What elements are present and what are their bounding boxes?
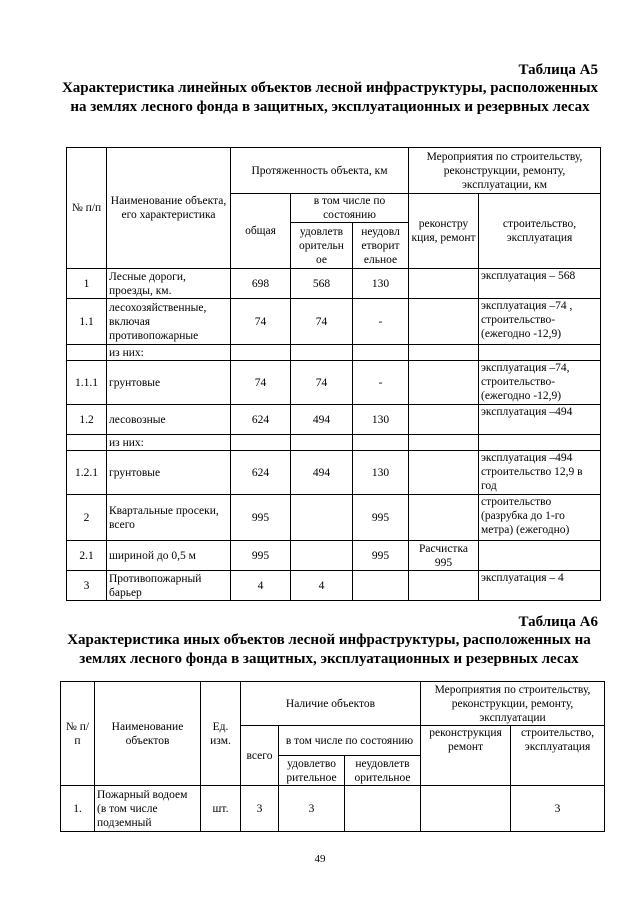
row-all: 3 <box>241 786 279 832</box>
row-build: строительство (разрубка до 1-го метра) (ежегодно) <box>479 495 601 541</box>
row-recon: Расчистка 995 <box>409 541 479 571</box>
row-bad: 130 <box>353 405 409 435</box>
table-row <box>67 405 601 435</box>
row-num: 3 <box>67 571 107 601</box>
row-name: из них: <box>107 345 231 361</box>
table-a5-label: Таблица А5 <box>518 62 598 78</box>
row-recon <box>409 345 479 361</box>
row-num: 1.2 <box>67 405 107 435</box>
table-a5-title: Характеристика линейных объектов лесной инфраструктуры, расположенных на землях лесного фонда в защитных, эксплуатационных и резервных лесах <box>61 80 599 115</box>
row-total: 624 <box>231 451 291 495</box>
table-row <box>67 435 601 451</box>
row-total: 624 <box>231 405 291 435</box>
a6-head-avail: Наличие объектов <box>241 682 421 726</box>
a6-head-build: строительство, эксплуатация <box>511 726 605 786</box>
row-name: лесохозяйственные, включая противопожарные <box>107 299 231 345</box>
row-bad: - <box>353 361 409 405</box>
row-num <box>67 345 107 361</box>
page-number: 49 <box>314 853 326 865</box>
a5-head-bad: неудовл етворит ельное <box>353 223 409 269</box>
a6-head-bad: неудовлетв орительное <box>345 756 421 786</box>
row-bad: 995 <box>353 541 409 571</box>
row-bad <box>353 571 409 601</box>
table-a6-title: Характеристика иных объектов лесной инфраструктуры, расположенных на землях лесного фонда в защитных, эксплуатационных и резервных лесах <box>67 632 591 667</box>
row-recon <box>409 571 479 601</box>
a5-head-incl: в том числе по состоянию <box>291 194 409 223</box>
table-row <box>61 786 605 832</box>
table-row <box>67 571 601 601</box>
row-build: эксплуатация –74 , строительство- (ежегодно -12,9) <box>479 299 601 345</box>
row-num: 1.1.1 <box>67 361 107 405</box>
row-good: 568 <box>291 269 353 299</box>
table-a6 <box>60 681 605 832</box>
row-bad: 130 <box>353 451 409 495</box>
row-bad: - <box>353 299 409 345</box>
a6-head-good: удовлетво рительное <box>279 756 345 786</box>
row-recon <box>409 405 479 435</box>
row-build: эксплуатация – 568 <box>479 269 601 299</box>
table-row <box>67 269 601 299</box>
row-recon <box>409 299 479 345</box>
row-total: 995 <box>231 541 291 571</box>
row-recon <box>409 361 479 405</box>
row-build <box>479 345 601 361</box>
row-total: 74 <box>231 299 291 345</box>
a5-head-total: общая <box>231 194 291 269</box>
row-total: 74 <box>231 361 291 405</box>
row-name: шириной до 0,5 м <box>107 541 231 571</box>
a6-head-all: всего <box>241 726 279 786</box>
row-good: 74 <box>291 361 353 405</box>
row-build: эксплуатация –494 строительство 12,9 в год <box>479 451 601 495</box>
row-bad <box>345 786 421 832</box>
row-name: лесовозные <box>107 405 231 435</box>
row-good: 74 <box>291 299 353 345</box>
table-a5 <box>66 147 601 601</box>
row-build: эксплуатация –494 <box>479 405 601 435</box>
table-row <box>67 541 601 571</box>
row-bad: 995 <box>353 495 409 541</box>
row-good <box>291 345 353 361</box>
row-recon <box>409 269 479 299</box>
row-build: эксплуатация – 4 <box>479 571 601 601</box>
table-row <box>67 495 601 541</box>
row-good <box>291 541 353 571</box>
row-total <box>231 345 291 361</box>
row-bad <box>353 345 409 361</box>
row-name: грунтовые <box>107 361 231 405</box>
a6-head-num: № п/п <box>61 682 95 786</box>
row-num: 2 <box>67 495 107 541</box>
row-recon <box>409 495 479 541</box>
row-bad: 130 <box>353 269 409 299</box>
row-total: 698 <box>231 269 291 299</box>
row-total: 995 <box>231 495 291 541</box>
row-good <box>291 495 353 541</box>
row-name: Противопожарный барьер <box>107 571 231 601</box>
table-row <box>67 345 601 361</box>
table-row <box>67 299 601 345</box>
row-num: 1 <box>67 269 107 299</box>
row-good: 3 <box>279 786 345 832</box>
a5-head-length: Протяженность объекта, км <box>231 148 409 194</box>
row-build <box>479 435 601 451</box>
a6-head-unit: Ед. изм. <box>201 682 241 786</box>
row-num <box>67 435 107 451</box>
row-name: Лесные дороги, проезды, км. <box>107 269 231 299</box>
a6-head-name: Наименование объектов <box>95 682 201 786</box>
row-recon <box>409 451 479 495</box>
row-name: из них: <box>107 435 231 451</box>
row-name: грунтовые <box>107 451 231 495</box>
row-recon <box>409 435 479 451</box>
row-good: 4 <box>291 571 353 601</box>
row-num: 1.2.1 <box>67 451 107 495</box>
a5-head-good: удовлетв орительн ое <box>291 223 353 269</box>
row-name: Квартальные просеки, всего <box>107 495 231 541</box>
row-total: 4 <box>231 571 291 601</box>
row-good: 494 <box>291 405 353 435</box>
table-a6-label: Таблица А6 <box>518 614 598 630</box>
a6-head-recon: реконструкция ремонт <box>421 726 511 786</box>
a6-head-measures: Мероприятия по строительству, реконструкции, ремонту, эксплуатации <box>421 682 605 726</box>
row-total <box>231 435 291 451</box>
row-build: 3 <box>511 786 605 832</box>
row-num: 1. <box>61 786 95 832</box>
row-num: 2.1 <box>67 541 107 571</box>
row-good <box>291 435 353 451</box>
table-row <box>67 361 601 405</box>
table-row <box>67 451 601 495</box>
row-build <box>479 541 601 571</box>
a5-head-measures: Мероприятия по строительству, реконструкции, ремонту, эксплуатации, км <box>409 148 601 194</box>
a5-head-name: Наименование объекта, его характеристика <box>107 148 231 269</box>
row-bad <box>353 435 409 451</box>
a5-head-build: строительство, эксплуатация <box>479 194 601 269</box>
row-name: Пожарный водоем (в том числе подземный <box>95 786 201 832</box>
a6-head-incl: в том числе по состоянию <box>279 726 421 756</box>
row-good: 494 <box>291 451 353 495</box>
a5-head-recon: реконстру кция, ремонт <box>409 194 479 269</box>
row-recon <box>421 786 511 832</box>
row-unit: шт. <box>201 786 241 832</box>
row-num: 1.1 <box>67 299 107 345</box>
row-build: эксплуатация –74, строительство- (ежегодно -12,9) <box>479 361 601 405</box>
a5-head-num: № п/п <box>67 148 107 269</box>
